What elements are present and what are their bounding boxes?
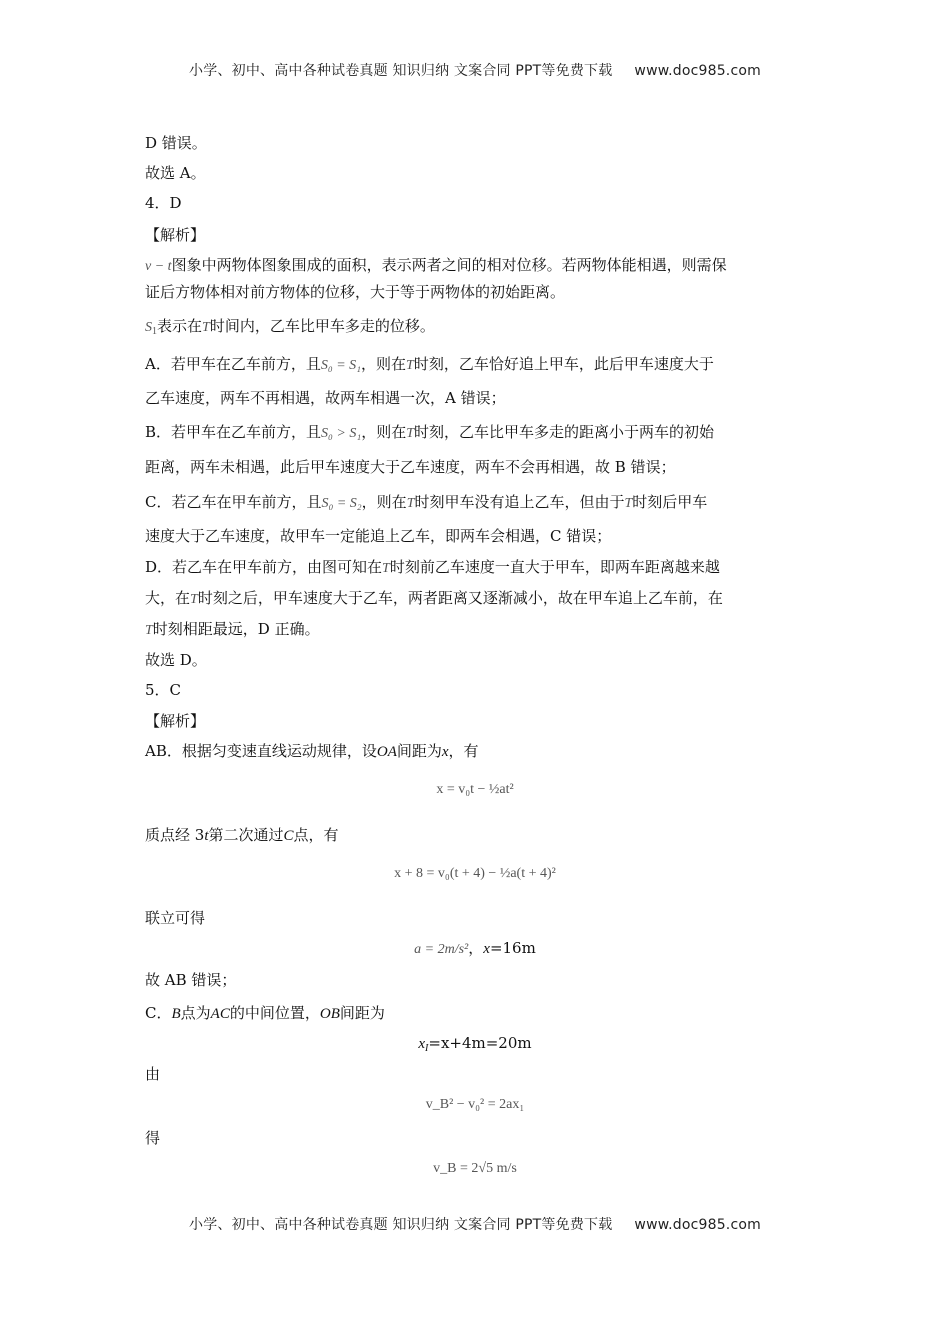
text-span: 时刻后甲车 <box>632 493 708 511</box>
text-span: ， <box>468 939 484 957</box>
text-line <box>145 316 805 342</box>
equation-2: x + 8 = v₀(t + 4) − ½a(t + 4)² <box>394 866 556 881</box>
text-span: ，则在 <box>361 355 407 373</box>
math-inline: x <box>418 1036 426 1052</box>
text-span: 时刻甲车没有追上乙车，但由于 <box>414 493 625 511</box>
text-span: 质点经 3 <box>145 826 205 844</box>
math-inline: S₀ = S₂ <box>321 496 362 511</box>
equation-1: x = v₀t − ½at² <box>436 782 514 797</box>
text-span: 的中间位置， <box>229 1004 320 1022</box>
math-inline: a = 2m/s² <box>414 942 469 957</box>
question-5-answer: 5．C <box>145 681 182 699</box>
text-span: 大，在 <box>145 589 191 607</box>
equation-5: v_B² − v₀² = 2ax₁ <box>425 1097 525 1112</box>
math-inline: T <box>382 561 390 576</box>
text-span: 间距为 <box>339 1004 385 1022</box>
text-line: 得 <box>145 1129 161 1147</box>
text-span: ，则在 <box>361 493 407 511</box>
math-inline: S₀ > S₁ <box>321 426 362 441</box>
text-span: ，有 <box>448 742 479 760</box>
text-line: 故选 A。 <box>145 164 206 182</box>
math-inline: AC <box>210 1006 230 1022</box>
text-span: 时刻，乙车恰好追上甲车，此后甲车速度大于 <box>413 355 714 373</box>
text-span: AB．根据匀变速直线运动规律，设 <box>145 742 377 760</box>
header-site-link[interactable]: www.doc985.com <box>634 63 761 79</box>
text-span: B．若甲车在乙车前方，且 <box>145 423 322 441</box>
text-span: =x+4m=20m <box>428 1034 532 1052</box>
text-span: 点，有 <box>293 826 339 844</box>
text-line <box>145 619 805 641</box>
option-a <box>145 354 805 376</box>
text-span: 第二次通过 <box>208 826 284 844</box>
math-inline: x <box>441 744 449 760</box>
page-header <box>0 60 950 80</box>
text-span: 点为 <box>180 1004 211 1022</box>
math-inline: S <box>145 320 152 335</box>
text-span: ，则在 <box>361 423 407 441</box>
math-inline: T <box>190 592 198 607</box>
page-footer <box>0 1214 950 1234</box>
question-4-answer: 4．D <box>145 194 182 212</box>
math-inline: T <box>406 496 415 511</box>
text-line <box>145 588 805 610</box>
option-b <box>145 422 805 444</box>
analysis-heading: 【解析】 <box>145 712 206 730</box>
equation-3 <box>0 938 950 960</box>
text-span: A．若甲车在乙车前方，且 <box>145 355 321 373</box>
math-inline: T <box>202 320 210 335</box>
math-inline: T <box>624 496 633 511</box>
text-span: 时刻前乙车速度一直大于甲车，即两车距离越来越 <box>389 558 720 576</box>
text-line: 联立可得 <box>145 909 206 927</box>
text-line: 由 <box>145 1065 161 1083</box>
text-line: D 错误。 <box>145 134 207 152</box>
math-inline: S₀ = S₁ <box>320 358 362 373</box>
text-span: 时刻之后，甲车速度大于乙车，两者距离又逐渐减小，故在甲车追上乙车前，在 <box>197 589 723 607</box>
text-line <box>145 255 805 277</box>
footer-text: 小学、初中、高中各种试卷真题 知识归纳 文案合同 PPT等免费下载 <box>189 1217 613 1233</box>
math-inline: B <box>171 1006 181 1022</box>
text-span: 时刻，乙车比甲车多走的距离小于两车的初始 <box>414 423 715 441</box>
text-span: 时刻相距最远，D 正确。 <box>152 620 320 638</box>
math-inline: T <box>406 358 414 373</box>
header-text: 小学、初中、高中各种试卷真题 知识归纳 文案合同 PPT等免费下载 <box>189 63 613 79</box>
equation-6: v_B = 2√5 m/s <box>433 1161 517 1176</box>
text-span: 图象中两物体图象围成的面积，表示两者之间的相对位移。若两物体能相遇，则需保 <box>171 256 727 274</box>
text-span: D．若乙车在甲车前方，由图可知在 <box>145 558 383 576</box>
math-inline: T <box>145 623 153 638</box>
math-inline: t <box>204 828 209 844</box>
text-span: 表示在 <box>157 317 203 335</box>
math-sub: I <box>425 1043 429 1054</box>
math-inline: C <box>283 828 294 844</box>
text-span: =16m <box>489 939 536 957</box>
text-line: 乙车速度，两车不再相遇，故两车相遇一次，A 错误； <box>145 389 506 407</box>
text-span: C． <box>145 1004 172 1022</box>
option-c <box>145 492 805 514</box>
math-sub: 1 <box>152 326 157 337</box>
text-line: 距离，两车未相遇，此后甲车速度大于乙车速度，两车不会再相遇，故 B 错误； <box>145 458 676 476</box>
math-inline: v − t <box>145 259 172 274</box>
math-inline: OB <box>319 1006 340 1022</box>
text-line <box>145 741 805 762</box>
text-line: 故 AB 错误； <box>145 971 237 989</box>
math-inline: OA <box>376 744 397 760</box>
analysis-heading: 【解析】 <box>145 226 206 244</box>
math-inline: T <box>406 426 415 441</box>
text-line: 证后方物体相对前方物体的位移，大于等于两物体的初始距离。 <box>145 283 566 301</box>
option-d <box>145 557 805 579</box>
math-inline: x <box>483 941 490 957</box>
text-line <box>145 1003 805 1024</box>
text-span: 时间内，乙车比甲车多走的位移。 <box>209 317 435 335</box>
equation-4 <box>0 1033 950 1059</box>
text-line: 故选 D。 <box>145 651 207 669</box>
footer-site-link[interactable]: www.doc985.com <box>634 1217 761 1233</box>
text-line <box>145 825 805 846</box>
text-span: 间距为 <box>396 742 442 760</box>
text-span: C．若乙车在甲车前方，且 <box>145 493 322 511</box>
text-line: 速度大于乙车速度，故甲车一定能追上乙车，即两车会相遇，C 错误； <box>145 527 612 545</box>
